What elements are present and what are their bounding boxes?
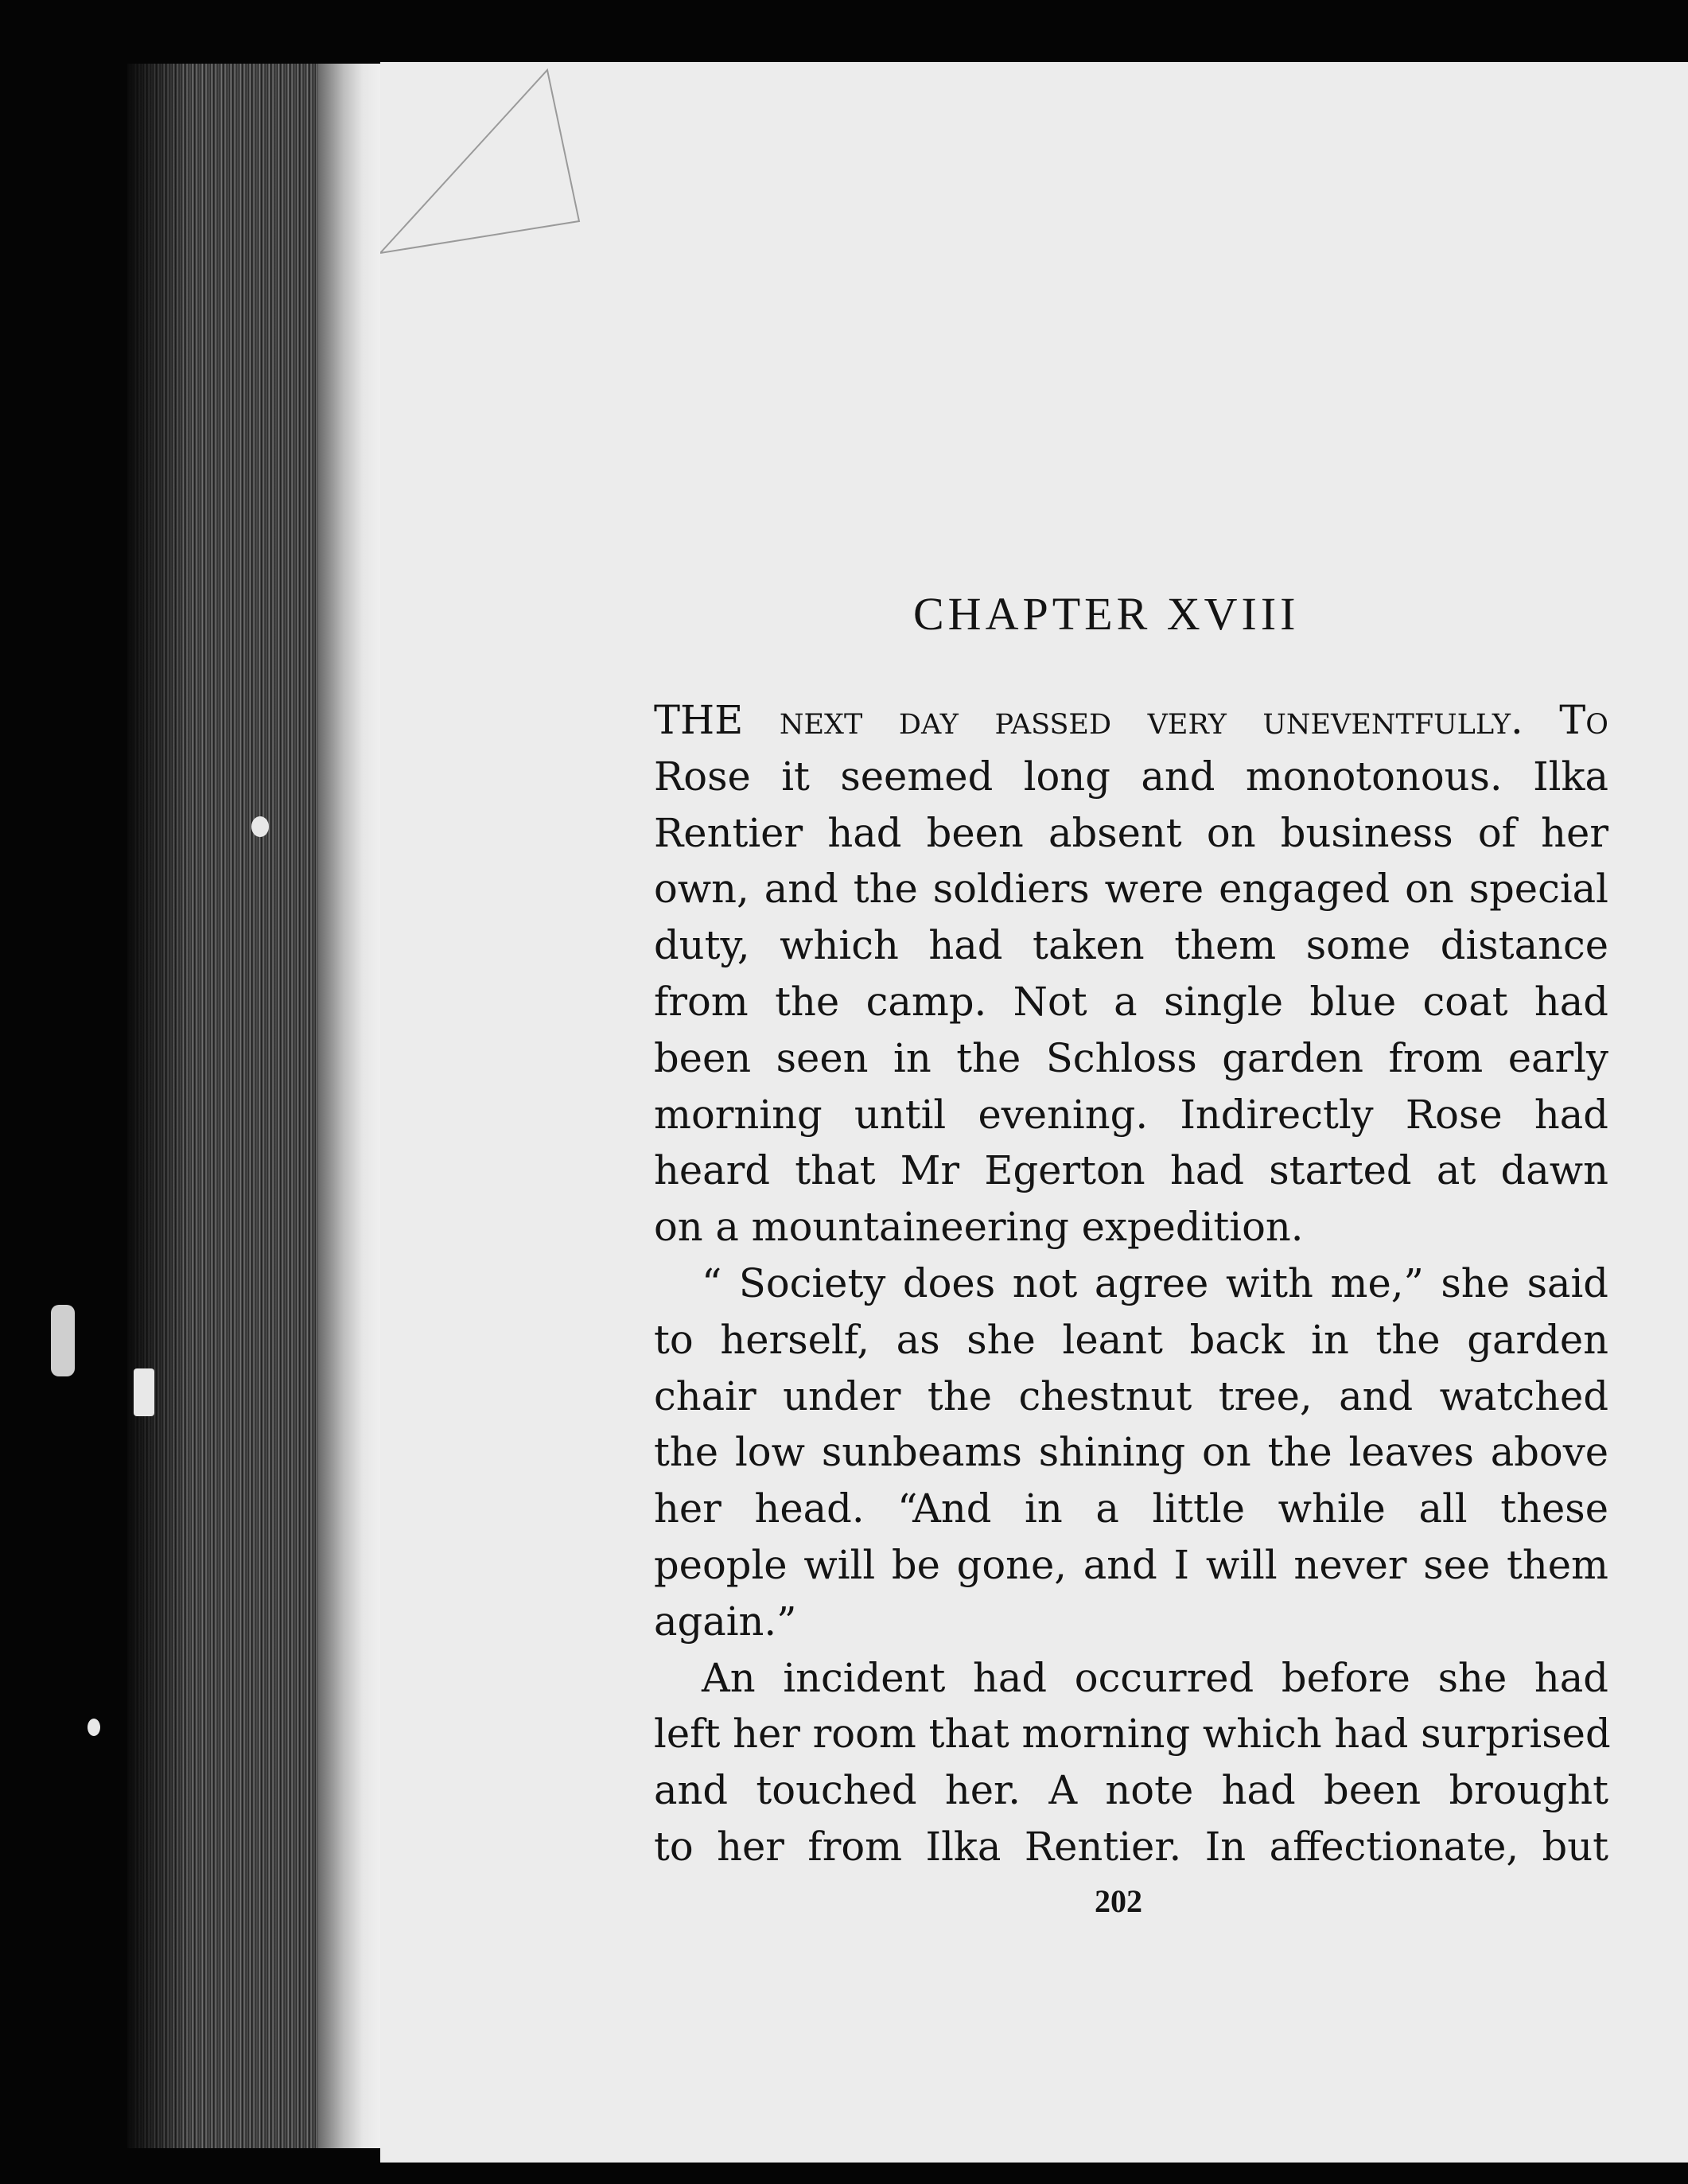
book-edge-shadow	[127, 64, 191, 2148]
text-line: left her room that morning which had surprised	[654, 1711, 1611, 1758]
text-line: from the camp. Not a single blue coat had	[654, 978, 1608, 1025]
folded-corner-mark	[380, 62, 587, 269]
text-line: Rose it seemed long and monotonous. Ilka	[654, 753, 1608, 800]
text-line: on a mountaineering expedition.	[654, 1204, 1304, 1251]
text-line: the low sunbeams shining on the leaves above	[654, 1429, 1608, 1476]
text-line: heard that Mr Egerton had started at dawn	[654, 1147, 1608, 1194]
text-line: Rentier had been absent on business of her	[654, 809, 1608, 856]
text-line: “ Society does not agree with me,” she said	[702, 1259, 1608, 1306]
book-edge-highlight	[318, 64, 382, 2148]
text-line: own, and the soldiers were engaged on special	[654, 866, 1608, 913]
page-number: 202	[1095, 1883, 1142, 1919]
text-line: morning until evening. Indirectly Rose had	[654, 1091, 1608, 1138]
text-line: people will be gone, and I will never see them	[654, 1541, 1608, 1588]
text-line	[654, 692, 1608, 749]
text-line: been seen in the Schloss garden from early	[654, 1034, 1608, 1081]
body-text	[654, 692, 1611, 1875]
text-line: chair under the chestnut tree, and watched	[654, 1372, 1608, 1419]
text-line: duty, which had taken them some distance	[654, 922, 1608, 969]
scan-speck	[88, 1719, 100, 1736]
text-line: again.”	[654, 1598, 797, 1645]
scan-speck	[134, 1368, 154, 1416]
chapter-title: CHAPTER XVIII	[913, 588, 1300, 640]
text-line: An incident had occurred before she had	[702, 1654, 1608, 1701]
text-line: to her from Ilka Rentier. In affectionate, but	[654, 1823, 1608, 1870]
text-line: her head. “And in a little while all these	[654, 1485, 1608, 1532]
text-line-content: THE next day passed very uneventfully. To	[654, 697, 1608, 743]
text-line: to herself, as she leant back in the garden	[654, 1316, 1608, 1363]
scan-speck	[51, 1305, 75, 1376]
text-line: and touched her. A note had been brought	[654, 1767, 1608, 1814]
scan-speck	[251, 816, 269, 837]
